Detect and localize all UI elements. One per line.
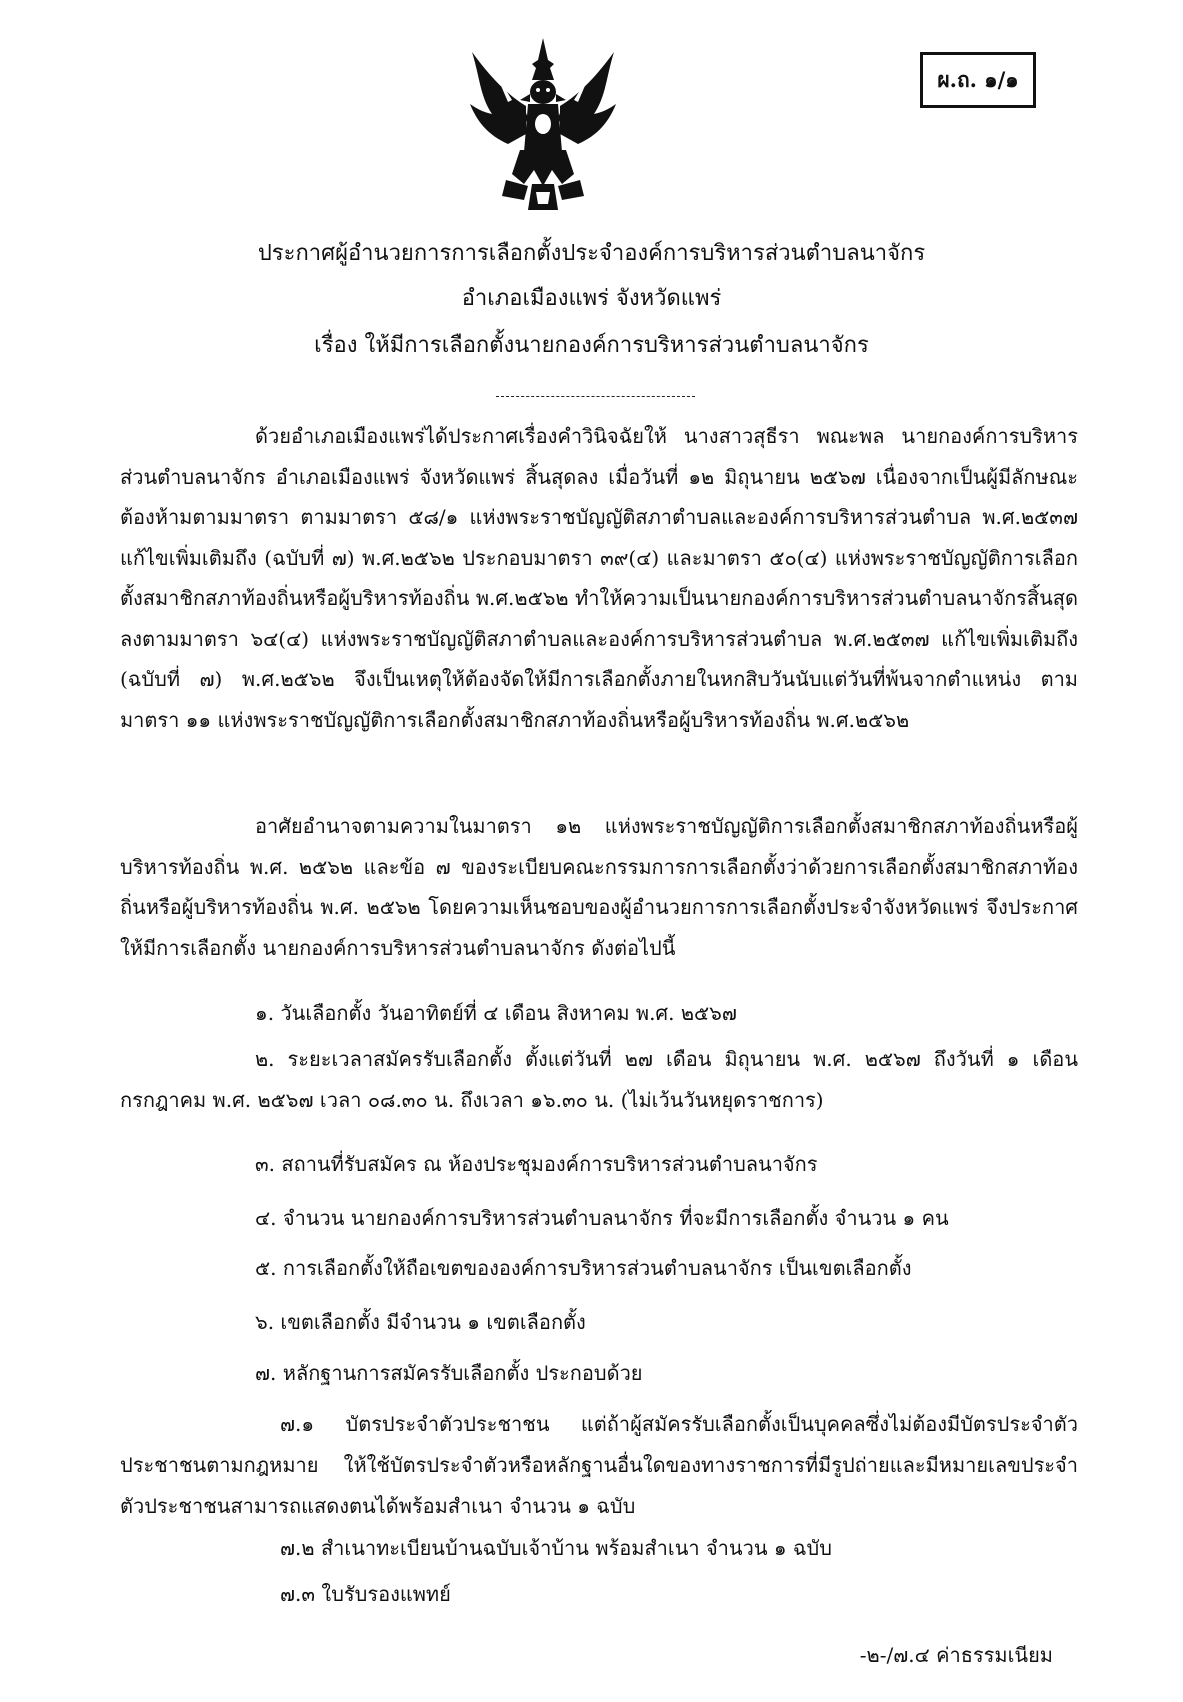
list-item-6: ๖. เขตเลือกตั้ง มีจำนวน ๑ เขตเลือกตั้ง bbox=[255, 1310, 586, 1334]
list-item-1: ๑. วันเลือกตั้ง วันอาทิตย์ที่ ๔ เดือน สิงหาคม พ.ศ. ๒๕๖๗ bbox=[255, 1001, 737, 1025]
announcement-district: อำเภอเมืองแพร่ จังหวัดแพร่ bbox=[461, 286, 722, 311]
list-item-4: ๔. จำนวน นายกองค์การบริหารส่วนตำบลนาจักร ที่จะมีการเลือกตั้ง จำนวน ๑ คน bbox=[255, 1206, 949, 1230]
announcement-title: ประกาศผู้อำนวยการการเลือกตั้งประจำองค์การบริหารส่วนตำบลนาจักร bbox=[257, 241, 926, 266]
list-item-5: ๕. การเลือกตั้งให้ถือเขตขององค์การบริหารส่วนตำบลนาจักร เป็นเขตเลือกตั้ง bbox=[255, 1256, 912, 1280]
garuda-emblem-icon bbox=[466, 34, 620, 214]
page-continuation: -๒-/๗.๔ ค่าธรรมเนียม bbox=[859, 1643, 1053, 1667]
list-item-7: ๗. หลักฐานการสมัครรับเลือกตั้ง ประกอบด้วย bbox=[255, 1361, 643, 1385]
title-divider bbox=[496, 396, 695, 397]
sub-item-7-1: ๗.๑ บัตรประจำตัวประชาชน แต่ถ้าผู้สมัครรับเลือกตั้งเป็นบุคคลซึ่งไม่ต้องมีบัตรประจำตัวประชาชนตามกฎหมาย ให้ใช้บัตรประจำตัวหรือหลักฐานอื่นใดของทางราชการที่มีรูปถ่ายและมีหมายเลขประจำตัวประชาชนสามารถแสดงตนได้พร้อมสำเนา จำนวน ๑ ฉบับ bbox=[120, 1412, 1078, 1518]
list-item-2: ๒. ระยะเวลาสมัครรับเลือกตั้ง ตั้งแต่วันที่ ๒๗ เดือน มิถุนายน พ.ศ. ๒๕๖๗ ถึงวันที่ ๑ เดือน กรกฎาคม พ.ศ. ๒๕๖๗ เวลา ๐๘.๓๐ น. ถึงเวลา ๑๖.๓๐ น. (ไม่เว้นวันหยุดราชการ) bbox=[120, 1047, 1078, 1112]
body-paragraph-1: ด้วยอำเภอเมืองแพร่ได้ประกาศเรื่องคำวินิจฉัยให้ นางสาวสุธีรา พณะพล นายกองค์การบริหารส่วนตำบลนาจักร อำเภอเมืองแพร่ จังหวัดแพร่ สิ้นสุดลง เมื่อวันที่ ๑๒ มิถุนายน ๒๕๖๗ เนื่องจากเป็นผู้มีลักษณะต้องห้ามตามมาตรา ตามมาตรา ๕๘/๑ แห่งพระราชบัญญัติสภาตำบลและองค์การบริหารส่วนตำบล พ.ศ.๒๕๓๗ แก้ไขเพิ่มเติมถึง (ฉบับที่ ๗) พ.ศ.๒๕๖๒ ประกอบมาตรา ๓๙(๔) และมาตรา ๕๐(๔) แห่งพระราชบัญญัติการเลือกตั้งสมาชิกสภาท้องถิ่นหรือผู้บริหารท้องถิ่น พ.ศ.๒๕๖๒ ทำให้ความเป็นนายกองค์การบริหารส่วนตำบลนาจักรสิ้นสุดลงตามมาตรา ๖๔(๔) แห่งพระราชบัญญัติสภาตำบลและองค์การบริหารส่วนตำบล พ.ศ.๒๕๓๗ แก้ไขเพิ่มเติมถึง (ฉบับที่ ๗) พ.ศ.๒๕๖๒ จึงเป็นเหตุให้ต้องจัดให้มีการเลือกตั้งภายในหกสิบวันนับแต่วันที่พ้นจากตำแหน่ง ตามมาตรา ๑๑ แห่งพระราชบัญญัติการเลือกตั้งสมาชิกสภาท้องถิ่นหรือผู้บริหารท้องถิ่น พ.ศ.๒๕๖๒ bbox=[120, 424, 1078, 732]
body-paragraph-2: อาศัยอำนาจตามความในมาตรา ๑๒ แห่งพระราชบัญญัติการเลือกตั้งสมาชิกสภาท้องถิ่นหรือผู้บริหารท้องถิ่น พ.ศ. ๒๕๖๒ และข้อ ๗ ของระเบียบคณะกรรมการการเลือกตั้งว่าด้วยการเลือกตั้งสมาชิกสภาท้องถิ่นหรือผู้บริหารท้องถิ่น พ.ศ. ๒๕๖๒ โดยความเห็นชอบของผู้อำนวยการการเลือกตั้งประจำจังหวัดแพร่ จึงประกาศให้มีการเลือกตั้ง นายกองค์การบริหารส่วนตำบลนาจักร ดังต่อไปนี้ bbox=[120, 814, 1078, 960]
sub-item-7-3: ๗.๓ ใบรับรองแพทย์ bbox=[280, 1582, 451, 1606]
form-code-box: ผ.ถ. ๑/๑ bbox=[920, 52, 1036, 108]
sub-item-7-2: ๗.๒ สำเนาทะเบียนบ้านฉบับเจ้าบ้าน พร้อมสำเนา จำนวน ๑ ฉบับ bbox=[280, 1536, 832, 1560]
list-item-3: ๓. สถานที่รับสมัคร ณ ห้องประชุมองค์การบริหารส่วนตำบลนาจักร bbox=[255, 1152, 818, 1176]
announcement-subject: เรื่อง ให้มีการเลือกตั้งนายกองค์การบริหารส่วนตำบลนาจักร bbox=[314, 333, 869, 358]
